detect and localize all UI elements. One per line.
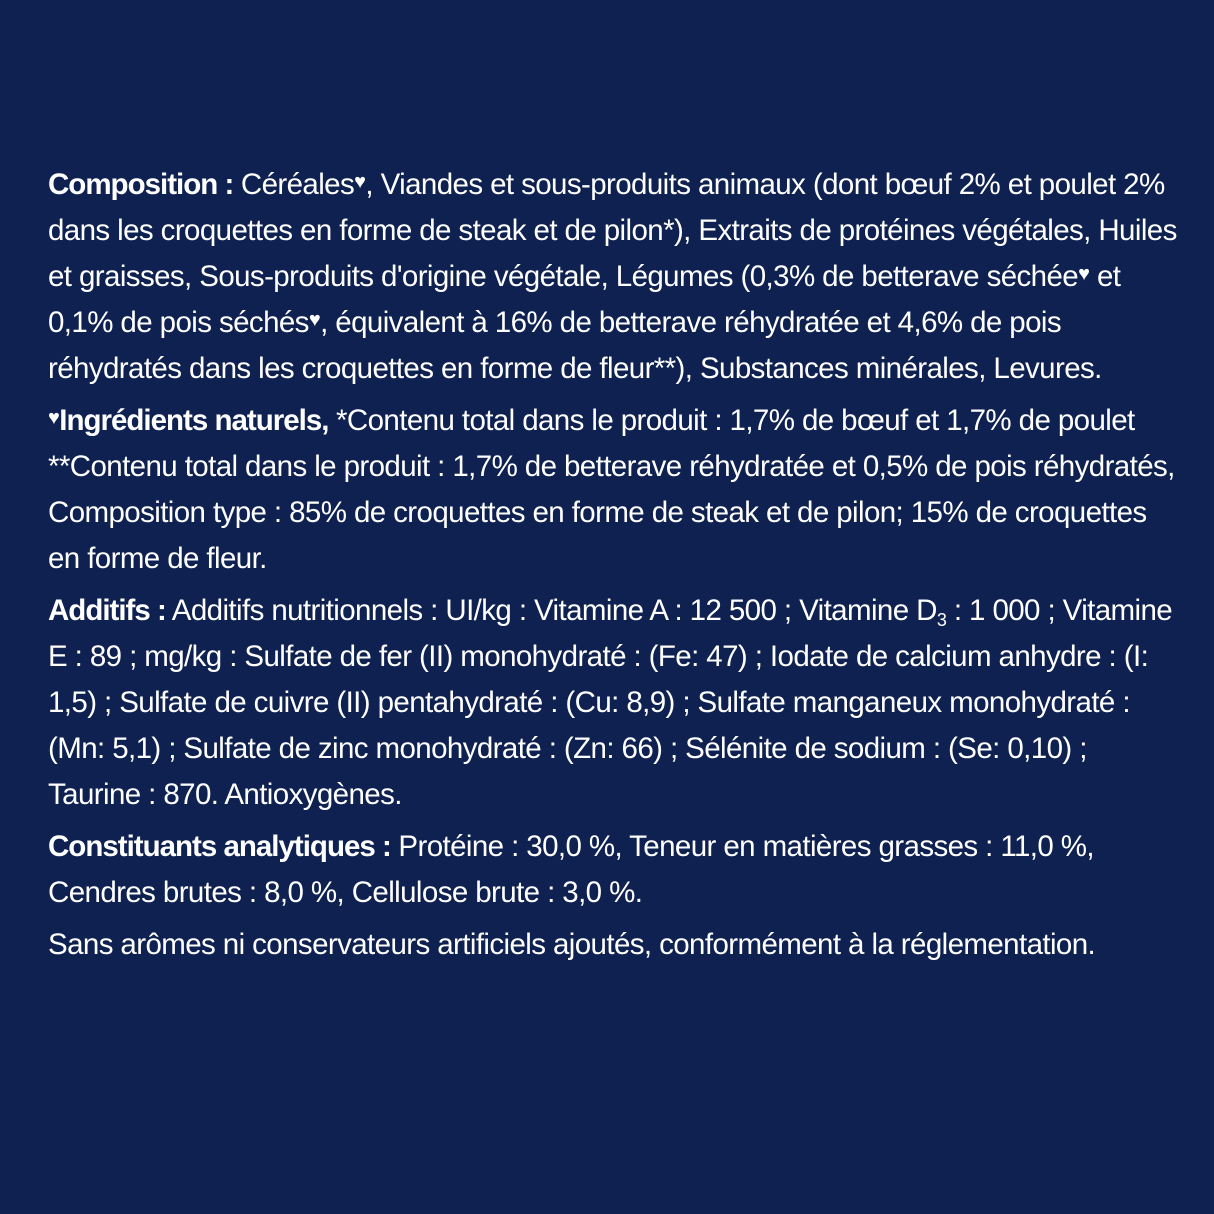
footer-text: Sans arômes ni conservateurs artificiels ajoutés, conformément à la réglementation. bbox=[48, 928, 1096, 961]
additives-text: : 1 000 ; Vitamine E : 89 ; mg/kg : Sulfate de fer (II) monohydraté : (Fe: 47) ; Iodate de calcium anhydre : (I: 1,5) ; Sulfate de cuivre (II) pentahydraté : (Cu: 8,9) ; Sulfate manganeux monohydraté : (Mn: 5,1) ; Sulfate de zinc monohydraté : (Zn: 66) ; Sélénite de sodium : (Se: 0,10) ; Taurine : 870. Antioxygènes. bbox=[48, 594, 1173, 811]
composition-paragraph bbox=[48, 162, 1184, 392]
composition-text: et 0,1% de pois séchés bbox=[48, 260, 1121, 339]
analytical-constituents-paragraph bbox=[48, 824, 1184, 916]
analytical-constituents-text: Protéine : 30,0 %, Teneur en matières grasses : 11,0 %, Cendres brutes : 8,0 %, Cellulose brute : 3,0 %. bbox=[48, 830, 1095, 909]
composition-text: , équivalent à 16% de betterave réhydratée et 4,6% de pois réhydratés dans les croquettes en forme de fleur**), Substances minérales, Levures. bbox=[48, 306, 1102, 385]
vitamin-d-subscript: 3 bbox=[936, 610, 947, 630]
ingredients-panel bbox=[48, 162, 1184, 974]
footer-paragraph bbox=[48, 922, 1184, 968]
notes-paragraph bbox=[48, 398, 1184, 582]
additives-paragraph bbox=[48, 588, 1184, 818]
additives-label: Additifs : bbox=[48, 594, 166, 627]
notes-text: *Contenu total dans le produit : 1,7% de bœuf et 1,7% de poulet **Contenu total dans le produit : 1,7% de betterave réhydratée et 0,5% de pois réhydratés, Composition type : 85% de croquettes en forme de steak et de pilon; 15% de croquettes en forme de fleur. bbox=[48, 404, 1175, 575]
heart-icon: ♥ bbox=[308, 309, 321, 331]
additives-text: Additifs nutritionnels : UI/kg : Vitamine A : 12 500 ; Vitamine D bbox=[165, 594, 937, 627]
natural-ingredients-label: Ingrédients naturels, bbox=[59, 404, 329, 437]
composition-text: Céréales bbox=[233, 168, 355, 201]
heart-icon: ♥ bbox=[1078, 263, 1090, 285]
composition-text: , Viandes et sous-produits animaux (dont bœuf 2% et poulet 2% dans les croquettes en forme de steak et de pilon*), Extraits de protéines végétales, Huiles et graisses, Sous-produits d'origine végétale, Légumes (0,3% de betterave séchée bbox=[48, 168, 1177, 293]
heart-icon: ♥ bbox=[354, 171, 366, 193]
analytical-constituents-label: Constituants analytiques : bbox=[48, 830, 391, 863]
heart-icon: ♥ bbox=[48, 407, 60, 429]
composition-label: Composition : bbox=[48, 168, 234, 201]
